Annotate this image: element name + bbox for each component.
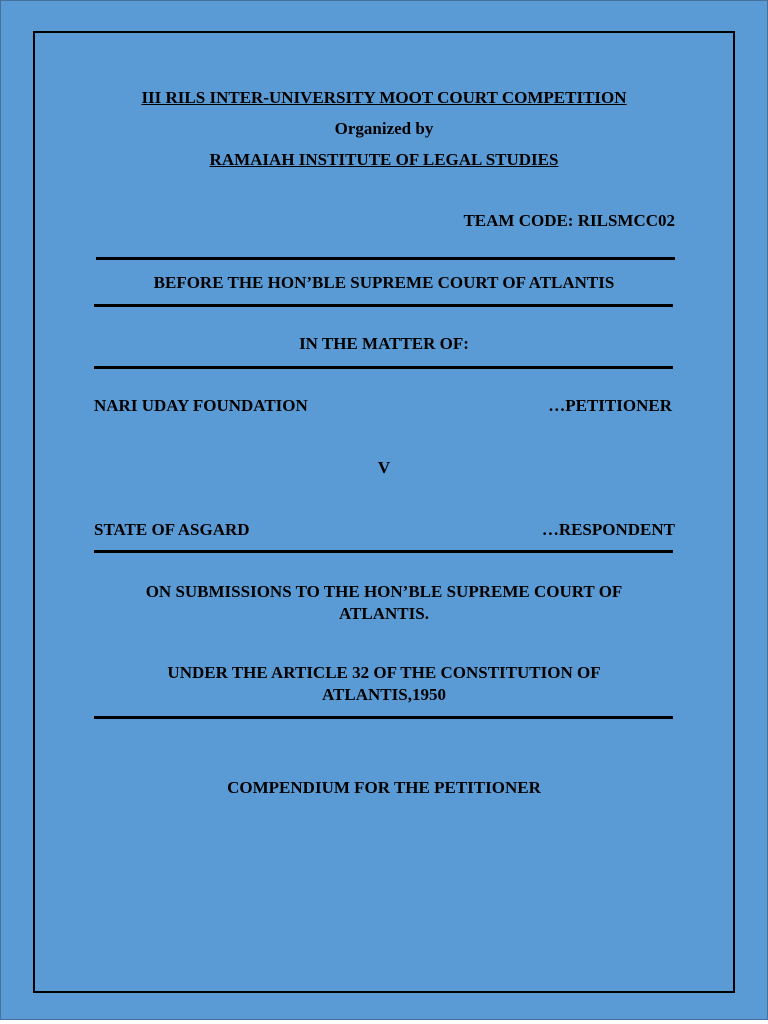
divider-rule	[94, 366, 673, 369]
versus-label: V	[377, 458, 391, 477]
document-type: COMPENDIUM FOR THE PETITIONER	[227, 778, 541, 797]
team-code: TEAM CODE: RILSMCC02	[463, 211, 675, 230]
page-border-frame	[33, 31, 735, 993]
divider-rule	[94, 550, 673, 553]
organizer-name: RAMAIAH INSTITUTE OF LEGAL STUDIES	[209, 150, 559, 169]
organized-by-label: Organized by	[334, 119, 434, 138]
matter-heading: IN THE MATTER OF:	[299, 334, 469, 353]
petitioner-name: NARI UDAY FOUNDATION	[94, 396, 308, 415]
petitioner-role: …PETITIONER	[548, 396, 672, 415]
respondent-role: …RESPONDENT	[541, 520, 675, 539]
divider-rule	[96, 257, 675, 260]
submissions-statement: ON SUBMISSIONS TO THE HON’BLE SUPREME COURT OF ATLANTIS.	[145, 582, 623, 623]
competition-title: III RILS INTER-UNIVERSITY MOOT COURT COMPETITION	[141, 88, 627, 107]
divider-rule	[94, 304, 673, 307]
divider-rule	[94, 716, 673, 719]
article-statement: UNDER THE ARTICLE 32 OF THE CONSTITUTION OF ATLANTIS,1950	[167, 663, 601, 704]
court-heading: BEFORE THE HON’BLE SUPREME COURT OF ATLANTIS	[153, 273, 615, 292]
respondent-name: STATE OF ASGARD	[94, 520, 250, 539]
